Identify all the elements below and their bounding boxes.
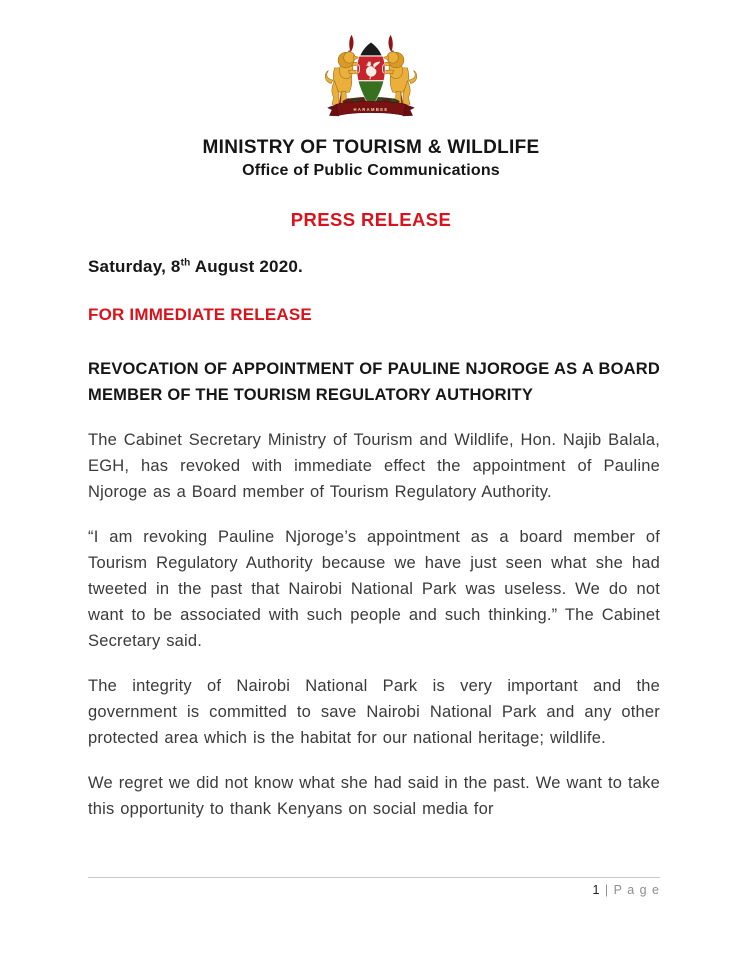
- office-subtitle: Office of Public Communications: [242, 162, 500, 179]
- kenya-coat-of-arms-icon: [319, 33, 423, 127]
- date-ordinal: th: [180, 257, 191, 269]
- paragraph-4: We regret we did not know what she had said in the past. We want to take this opportunity to thank Kenyans on social media for: [88, 774, 660, 818]
- date-suffix: August 2020.: [190, 257, 303, 276]
- date-line: [88, 256, 660, 278]
- paragraph-2: “I am revoking Pauline Njoroge’s appointment as a board member of Tourism Regulatory Authority because we have just seen what she had tweeted in the past that Nairobi National Park was useless. We do not want to be associated with such people and such thinking.” The Cabinet Secretary said.: [88, 528, 660, 650]
- paragraph-3: The integrity of Nairobi National Park is very important and the government is committed to save Nairobi National Park and any other protected area which is the habitat for our national heritage; wildlife.: [88, 677, 660, 747]
- date-prefix: Saturday, 8: [88, 257, 181, 276]
- page-number-value: 1: [592, 883, 601, 897]
- ministry-title: MINISTRY OF TOURISM & WILDLIFE: [202, 137, 540, 158]
- harambee-banner: [328, 101, 415, 116]
- banner-motto: HARAMBEE: [353, 106, 389, 112]
- for-immediate-release-label: FOR IMMEDIATE RELEASE: [88, 305, 312, 324]
- paragraph-1: The Cabinet Secretary Ministry of Tourism and Wildlife, Hon. Najib Balala, EGH, has revoked with immediate effect the appointment of Pauline Njoroge as a Board member of Tourism Regulatory Authority.: [88, 431, 660, 501]
- document-body: [0, 256, 742, 822]
- headline: REVOCATION OF APPOINTMENT OF PAULINE NJOROGE AS A BOARD MEMBER OF THE TOURISM REGULATORY AUTHORITY: [88, 360, 660, 404]
- page-footer: [88, 877, 660, 897]
- press-release-label: PRESS RELEASE: [290, 209, 452, 230]
- page-number-separator: |: [604, 883, 610, 897]
- page-number: [88, 878, 660, 897]
- page-word: P a g e: [613, 883, 660, 897]
